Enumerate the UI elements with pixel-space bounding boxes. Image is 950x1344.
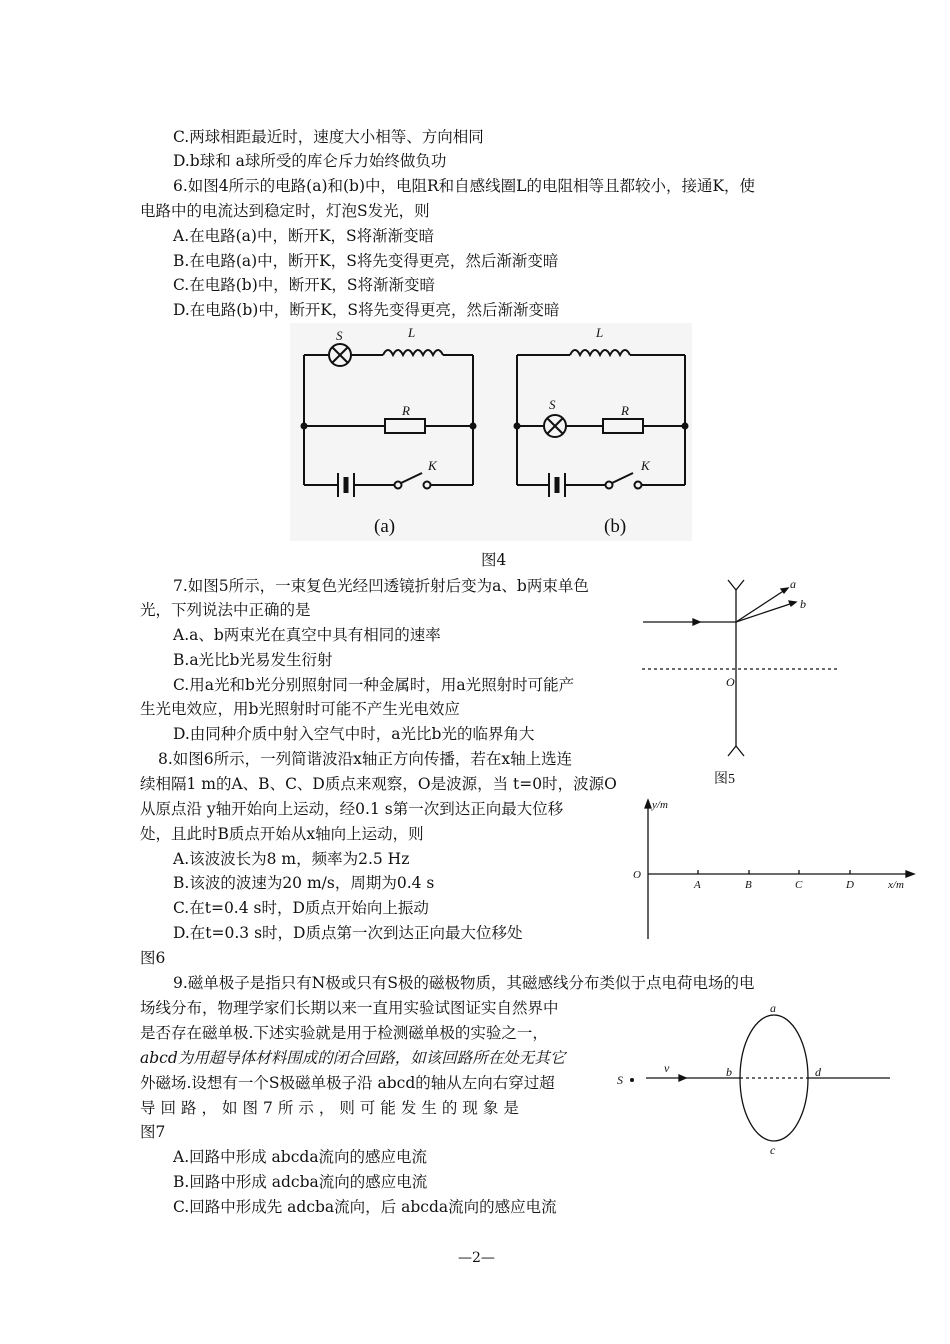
figure-4-circuits [290,323,692,541]
fig4b-lamp-label: S [549,397,556,412]
fig4-caption: 图4 [481,551,507,569]
fig4a-caption: (a) [374,516,396,537]
fig6-point-a: A [694,879,701,891]
fig4a-switch-label: K [428,458,437,473]
figure-5-lens [640,578,845,788]
fig7-point-b: b [726,1065,732,1079]
fig7-point-d: d [815,1065,821,1079]
q8-stem: 8.如图6所示，一列简谐波沿x轴正方向传播，若在x轴上选连 [158,750,573,768]
q8-option-d: D.在t=0.3 s时，D质点第一次到达正向最大位移处 [173,924,523,942]
fig5-caption: 图5 [714,772,735,787]
q9-stem-cont1: 场线分布，物理学家们长期以来一直用实验试图证实自然界中 [140,999,559,1017]
q8-stem-cont3: 处，且此时B质点开始从x轴向上运动，则 [140,825,424,843]
fig5-ray-b-label: b [800,597,806,611]
q9-stem-cont5: 导回路，如图7所示，则可能发生的现象是 [140,1099,524,1117]
fig6-point-b: B [745,879,752,891]
page-number: —2— [458,1250,495,1266]
q9-option-c: C.回路中形成先 adcba流向，后 abcda流向的感应电流 [173,1198,557,1216]
q7-stem-cont: 光，下列说法中正确的是 [140,601,311,619]
figure-7-loop [612,1002,897,1162]
fig5-origin-label: O [726,675,735,689]
fig4b-coil-label: L [596,325,604,340]
fig5-ray-a-label: a [790,578,796,591]
fig4a-resistor-label: R [402,403,410,418]
fig7-caption: 图7 [140,1123,166,1141]
q7-option-c: C.用a光和b光分别照射同一种金属时，用a光照射时可能产 [173,676,575,694]
fig6-y-label: y/m [652,799,668,811]
fig7-point-a: a [770,1002,776,1015]
fig4a-lamp-label: S [336,328,343,343]
q7-option-c-cont: 生光电效应，用b光照射时可能不产生光电效应 [140,700,460,718]
fig6-point-c: C [795,879,803,891]
q6-option-b: B.在电路(a)中，断开K，S将先变得更亮，然后渐渐变暗 [173,252,559,270]
fig7-point-c: c [770,1143,776,1157]
fig7-velocity-label: v [664,1061,670,1075]
q8-stem-cont2: 从原点沿 y轴开始向上运动，经0.1 s第一次到达正向最大位移 [140,800,564,818]
q9-stem: 9.磁单极子是指只有N极或只有S极的磁极物质，其磁感线分布类似于点电荷电场的电 [173,974,755,992]
fig6-origin-label: O [633,869,641,881]
q8-option-b: B.该波的波速为20 m/s，周期为0.4 s [173,874,435,892]
q8-option-a: A.该波波长为8 m，频率为2.5 Hz [173,850,410,868]
fig4a-coil-label: L [408,325,416,340]
q9-option-a: A.回路中形成 abcda流向的感应电流 [173,1148,428,1166]
q6-option-a: A.在电路(a)中，断开K，S将渐渐变暗 [173,227,435,245]
q6-option-c: C.在电路(b)中，断开K，S将渐渐变暗 [173,276,435,294]
option-d-q5: D.b球和 a球所受的库仑斥力始终做负功 [173,152,447,170]
fig4b-caption: (b) [604,516,627,537]
fig7-source-label: S [617,1073,623,1087]
q6-option-d: D.在电路(b)中，断开K，S将先变得更亮，然后渐渐变暗 [173,301,560,319]
q9-option-b: B.回路中形成 adcba流向的感应电流 [173,1173,428,1191]
fig6-point-d: D [846,879,854,891]
q7-option-b: B.a光比b光易发生衍射 [173,651,333,669]
q6-stem-cont: 电路中的电流达到稳定时，灯泡S发光，则 [140,202,430,220]
fig4b-resistor-label: R [621,403,629,418]
q6-stem: 6.如图4所示的电路(a)和(b)中，电阻R和自感线圈L的电阻相等且都较小，接通K，使 [173,177,756,195]
fig4b-switch-label: K [641,458,650,473]
q8-option-c: C.在t=0.4 s时，D质点开始向上振动 [173,899,429,917]
option-c-q5: C.两球相距最近时，速度大小相等、方向相同 [173,128,484,146]
q7-stem: 7.如图5所示，一束复色光经凹透镜折射后变为a、b两束单色 [173,577,589,595]
q9-stem-cont2: 是否存在磁单极.下述实验就是用于检测磁单极的实验之一， [140,1024,548,1042]
q7-option-a: A.a、b两束光在真空中具有相同的速率 [173,626,441,644]
q7-option-d: D.由同种介质中射入空气中时，a光比b光的临界角大 [173,725,535,743]
fig6-caption: 图6 [140,949,166,967]
q9-stem-cont4: 外磁场.设想有一个S极磁单极子沿 abcd的轴从左向右穿过超 [140,1074,555,1092]
q8-stem-cont1: 续相隔1 m的A、B、C、D质点来观察，O是波源，当 t=0时，波源O [140,775,617,793]
q9-stem-cont3: abcd为用超导体材料围成的闭合回路，如该回路所在处无其它 [140,1049,566,1067]
fig6-x-label: x/m [888,879,904,891]
figure-6-wave-axes [628,794,918,944]
